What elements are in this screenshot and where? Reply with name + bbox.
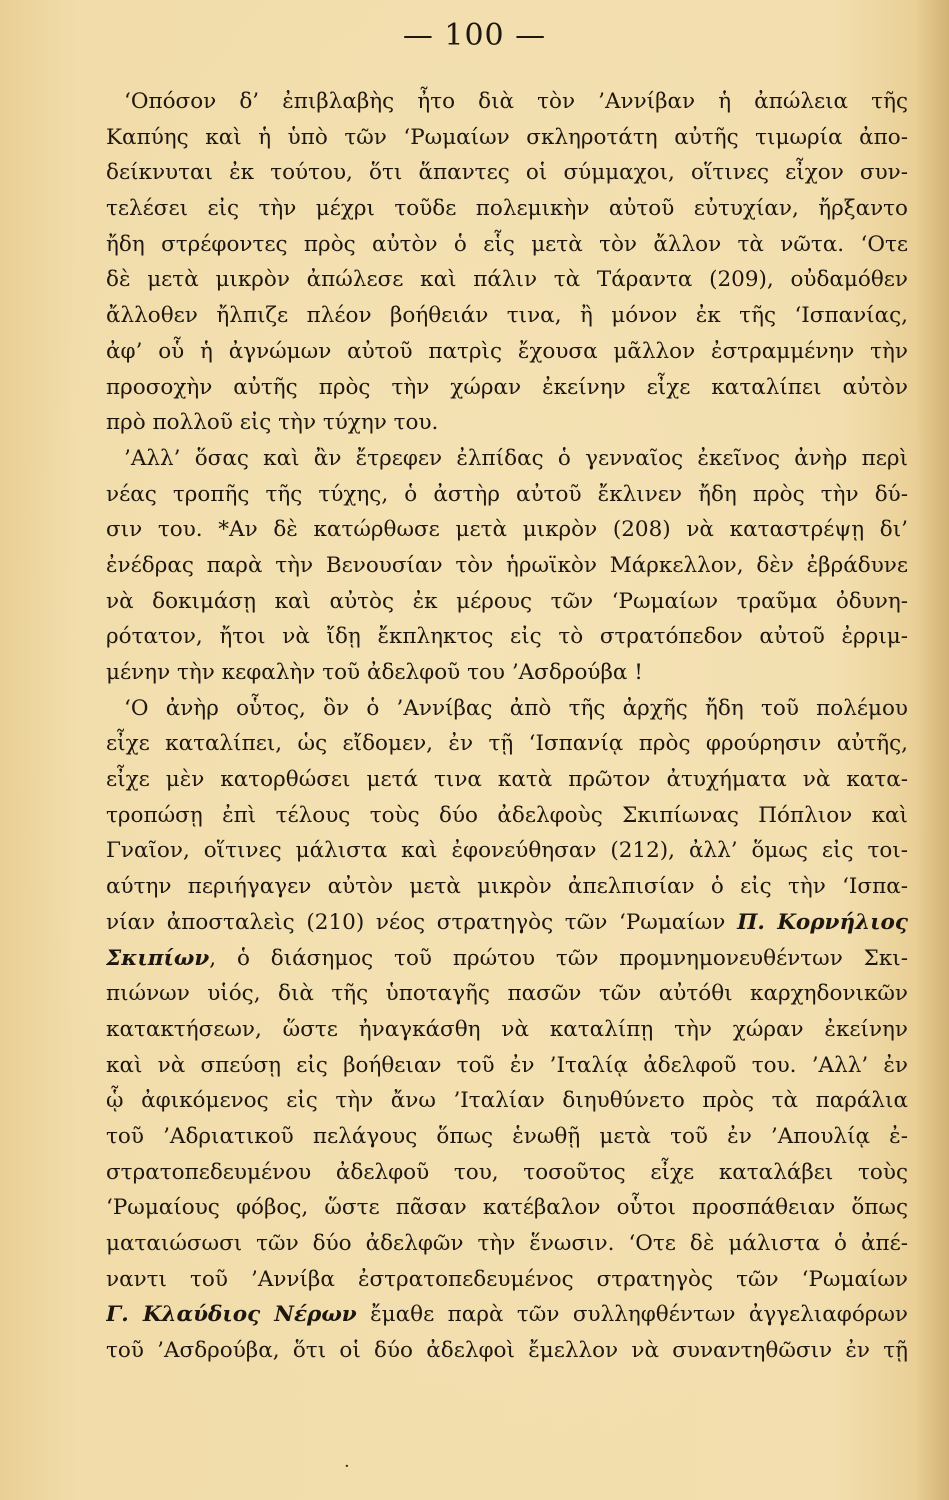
text-line: ἤδη στρέφοντες πρὸς αὐτὸν ὁ εἷς μετὰ τὸν ἄλλον τὰ νῶτα. ‘Οτε [106, 231, 908, 257]
text-line: ἄλλοθεν ἤλπιζε πλέον βοήθειάν τινα, ἢ μόνον ἐκ τῆς ‘Ισπανίας, [106, 303, 908, 329]
page-number: — 100 — [402, 18, 547, 53]
text-line: δὲ μετὰ μικρὸν ἀπώλεσε καὶ πάλιν τὰ Τάραντα (209), οὐδαμόθεν [106, 267, 908, 293]
text-line: ρότατον, ἤτοι νὰ ἴδῃ ἔκπληκτος εἰς τὸ στρατόπεδον αὐτοῦ ἐρριμ- [106, 624, 908, 650]
text-line [106, 905, 908, 941]
text-line: ἀφ’ οὗ ἡ ἀγνώμων αὐτοῦ πατρὶς ἔχουσα μᾶλλον ἐστραμμένην τὴν [106, 338, 908, 364]
text-segment: ἔμαθε παρὰ τῶν συλληφθέντων ἀγγελιαφόρων [356, 1302, 908, 1328]
text-line: ‘Ρωμαίους φόβος, ὥστε πᾶσαν κατέβαλον οὗτοι προσπάθειαν ὅπως [106, 1195, 908, 1221]
text-line: στρατοπεδευμένου ἀδελφοῦ του, τοσοῦτος εἶχε καταλάβει τοὺς [106, 1159, 908, 1185]
text-line: τοῦ ’Ασδρούβα, ὅτι οἱ δύο ἀδελφοὶ ἔμελλον νὰ συναντηθῶσιν ἐν τῇ [106, 1338, 908, 1364]
text-line: ᾧ ἀφικόμενος εἰς τὴν ἄνω ’Ιταλίαν διηυθύνετο πρὸς τὰ παράλια [106, 1088, 908, 1114]
text-line: σιν του. *Αν δὲ κατώρθωσε μετὰ μικρὸν (208) νὰ καταστρέψῃ δι’ [106, 517, 908, 543]
text-line: κατακτήσεων, ὥστε ἠναγκάσθη νὰ καταλίπῃ τὴν χώραν ἐκείνην [106, 1016, 908, 1042]
footer-mark: · [344, 1456, 350, 1477]
text-line: εἶχε καταλίπει, ὡς εἴδομεν, ἐν τῇ ‘Ισπανίᾳ πρὸς φρούρησιν αὐτῆς, [106, 731, 908, 757]
text-line: ἐνέδρας παρὰ τὴν Βενουσίαν τὸν ἡρωϊκὸν Μάρκελλον, δὲν ἐβράδυνε [106, 552, 908, 578]
text-line: αύτην περιήγαγεν αὐτὸν μετὰ μικρὸν ἀπελπισίαν ὁ εἰς τὴν ‘Ισπα- [106, 874, 908, 900]
text-line: πρὸ πολλοῦ εἰς τὴν τύχην του. [106, 410, 439, 436]
italic-name: Γ. Κλαύδιος Νέρων [106, 1302, 357, 1328]
text-segment: , ὁ διάσημος τοῦ πρώτου τῶν προμνημονευθέντων Σκι- [209, 945, 908, 971]
text-line: νέας τροπῆς τῆς τύχης, ὁ ἀστὴρ αὐτοῦ ἔκλινεν ἤδη πρὸς τὴν δύ- [106, 481, 908, 507]
text-line: ‘Ο ἀνὴρ οὗτος, ὃν ὁ ’Αννίβας ἀπὸ τῆς ἀρχῆς ἤδη τοῦ πολέμου [124, 695, 908, 721]
text-segment: νίαν ἀποσταλεὶς (210) νέος στρατηγὸς τῶν ‘Ρωμαίων [106, 909, 726, 935]
text-line: προσοχὴν αὐτῆς πρὸς τὴν χώραν ἐκείνην εἶχε καταλίπει αὐτὸν [106, 374, 908, 400]
text-line: τελέσει εἰς τὴν μέχρι τοῦδε πολεμικὴν αὐτοῦ εὐτυχίαν, ἤρξαντο [106, 196, 908, 222]
text-line: ναντι τοῦ ’Αννίβα ἐστρατοπεδευμένος στρατηγὸς τῶν ‘Ρωμαίων [106, 1266, 908, 1292]
text-line: δείκνυται ἐκ τούτου, ὅτι ἅπαντες οἱ σύμμαχοι, οἵτινες εἶχον συν- [106, 160, 908, 186]
italic-name: Π. Κορνήλιος [737, 909, 908, 935]
text-line [106, 1297, 908, 1333]
text-line: τροπώσῃ ἐπὶ τέλους τοὺς δύο ἀδελφοὺς Σκιπίωνας Πόπλιον καὶ [106, 802, 908, 828]
text-line [106, 941, 908, 977]
page-body-text [106, 84, 908, 1369]
text-line: πιώνων υἱός, διὰ τῆς ὑποταγῆς πασῶν τῶν αὐτόθι καρχηδονικῶν [106, 981, 908, 1007]
text-line: νὰ δοκιμάσῃ καὶ αὐτὸς ἐκ μέρους τῶν ‘Ρωμαίων τραῦμα ὀδυνη- [106, 588, 908, 614]
text-line: ματαιώσωσι τῶν δύο ἀδελφῶν τὴν ἕνωσιν. ‘Οτε δὲ μάλιστα ὁ ἀπέ- [106, 1231, 908, 1256]
text-line: μένην τὴν κεφαλὴν τοῦ ἀδελφοῦ του ’Ασδρούβα ! [106, 660, 643, 685]
text-line: Γναῖον, οἵτινες μάλιστα καὶ ἐφονεύθησαν (212), ἀλλ’ ὅμως εἰς τοι- [106, 838, 908, 864]
text-line: ’Αλλ’ ὅσας καὶ ἂν ἔτρεφεν ἐλπίδας ὁ γενναῖος ἐκεῖνος ἀνὴρ περὶ [124, 445, 908, 471]
text-line: τοῦ ’Αδριατικοῦ πελάγους ὅπως ἑνωθῇ μετὰ τοῦ ἐν ’Απουλίᾳ ἐ- [106, 1123, 908, 1149]
italic-name: Σκιπίων [106, 945, 210, 971]
text-line: Καπύης καὶ ἡ ὑπὸ τῶν ‘Ρωμαίων σκληροτάτη αὐτῆς τιμωρία ἀπο- [106, 124, 908, 150]
text-line: καὶ νὰ σπεύσῃ εἰς βοήθειαν τοῦ ἐν ’Ιταλίᾳ ἀδελφοῦ του. ’Αλλ’ ἐν [106, 1052, 908, 1078]
text-line: εἶχε μὲν κατορθώσει μετά τινα κατὰ πρῶτον ἀτυχήματα νὰ κατα- [106, 767, 908, 793]
text-line: ‘Οπόσον δ’ ἐπιβλαβὴς ἦτο διὰ τὸν ’Αννίβαν ἡ ἀπώλεια τῆς [124, 89, 908, 114]
